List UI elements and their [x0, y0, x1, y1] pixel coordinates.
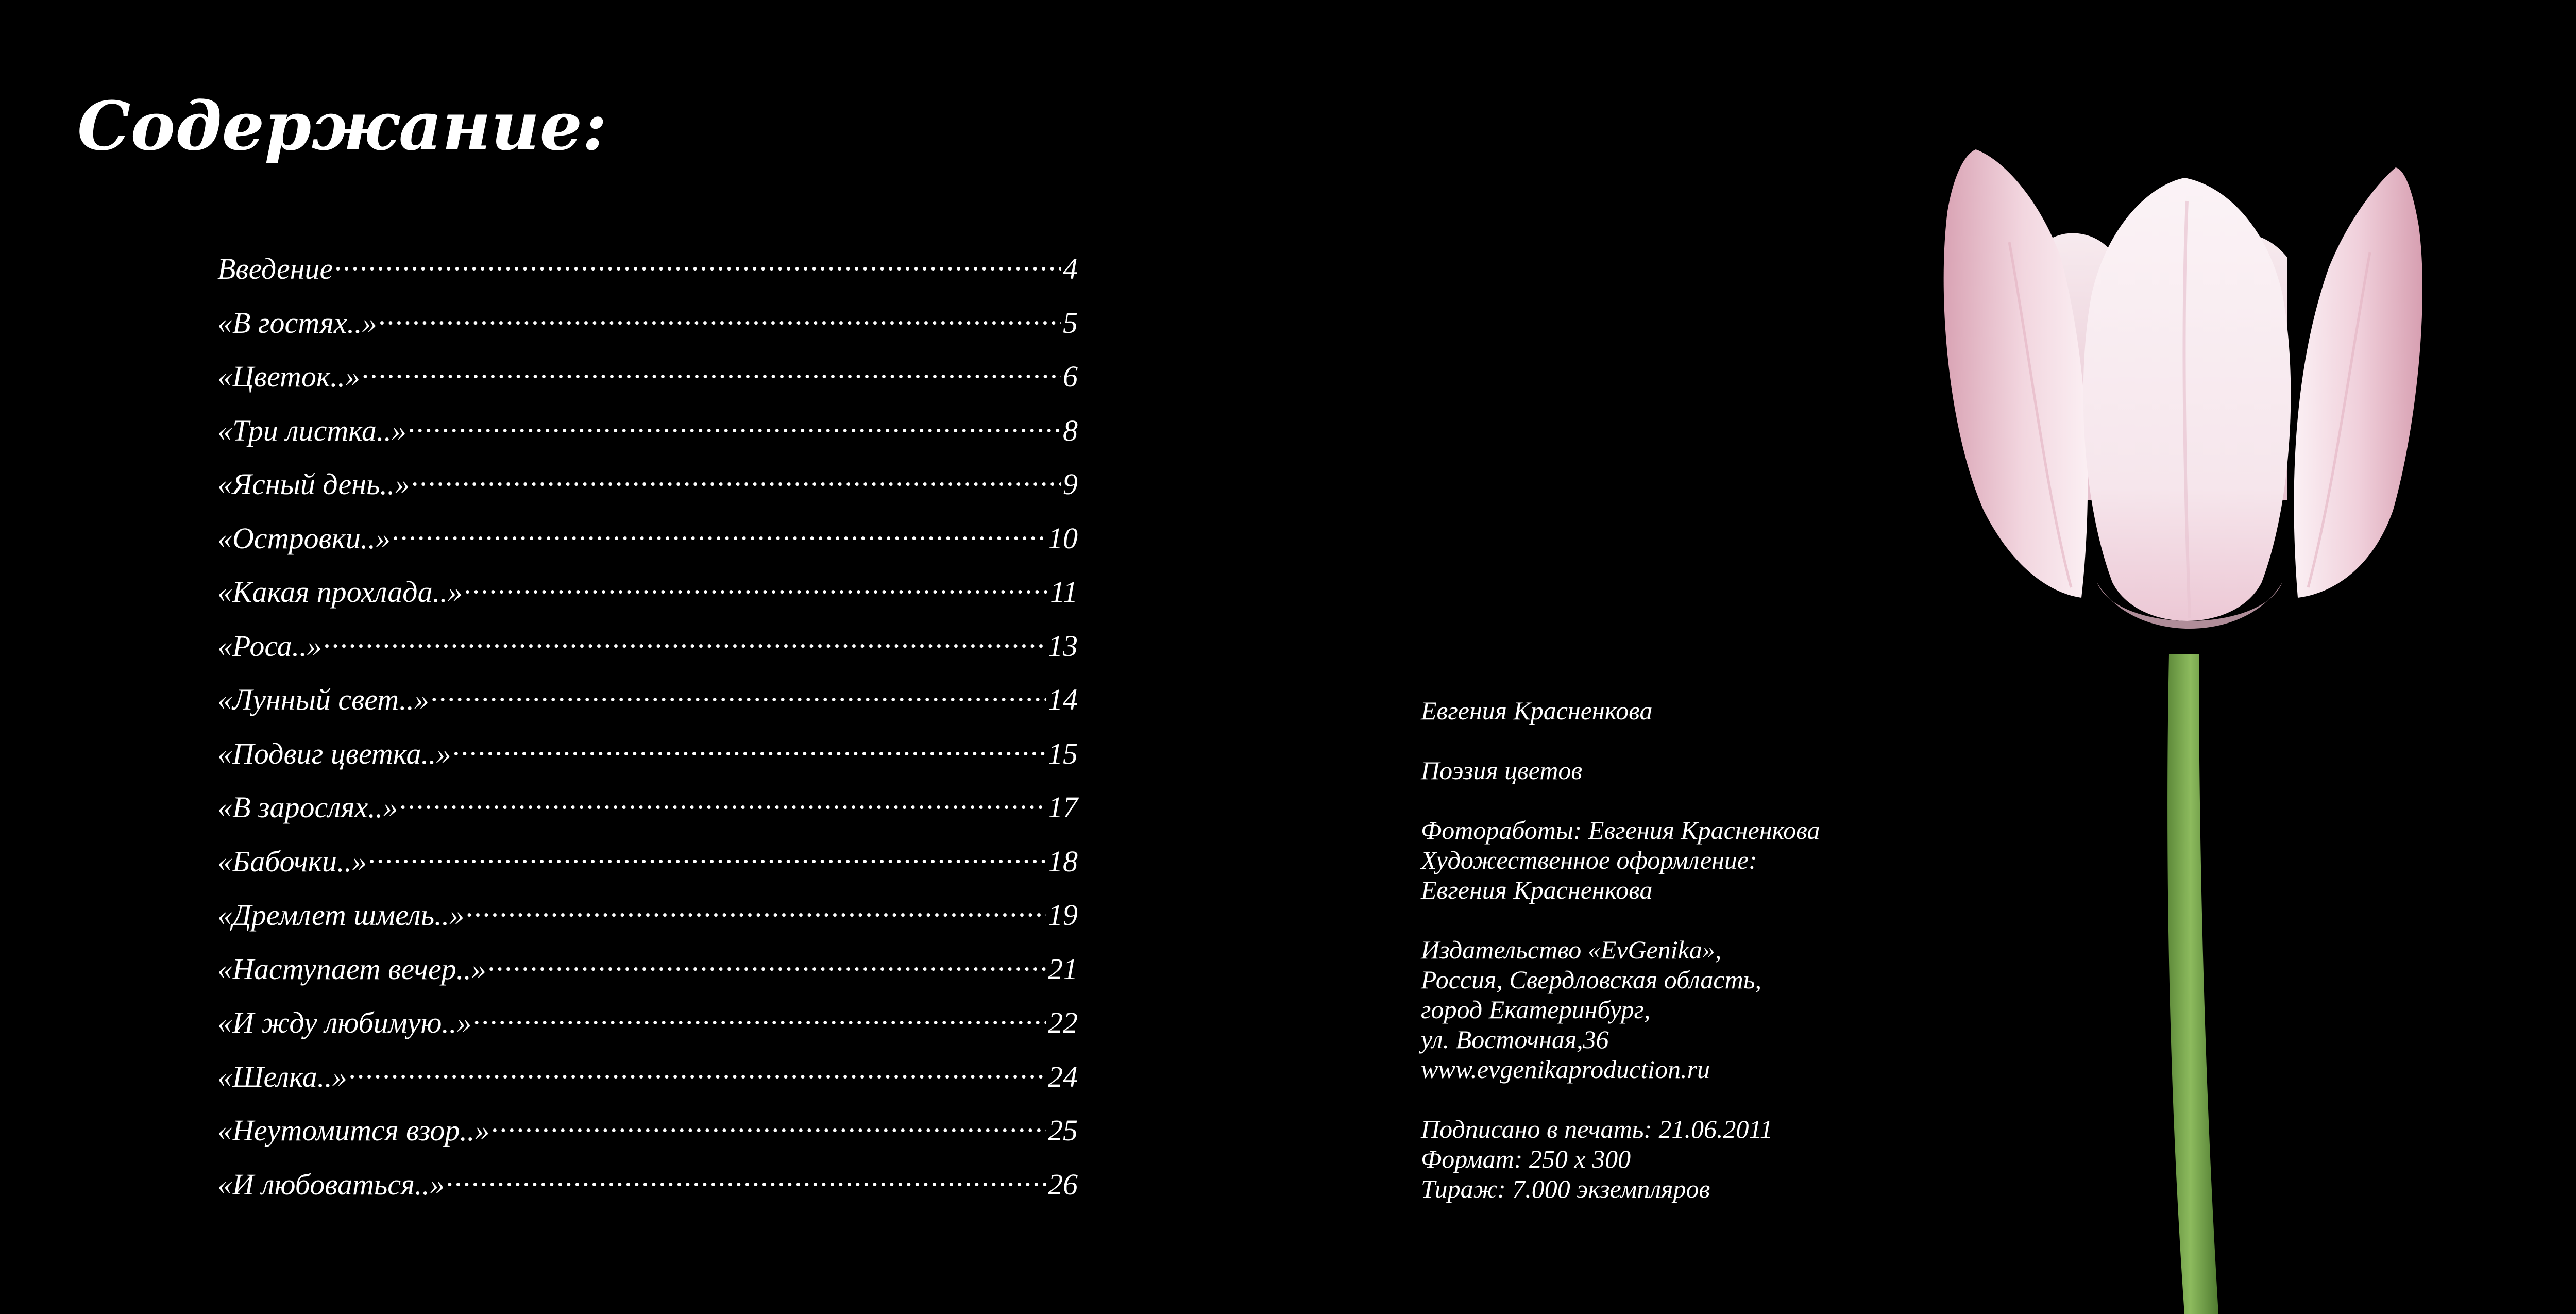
toc-entry-page-number: 15: [1048, 736, 1078, 770]
toc-entry-page-number: 13: [1048, 629, 1078, 663]
toc-entry-title: «Ясный день..»: [217, 467, 410, 501]
toc-dot-leader: [409, 411, 1061, 441]
toc-entry: [217, 242, 1078, 296]
toc-entry-page-number: 6: [1063, 360, 1078, 393]
toc-entry: [217, 727, 1078, 781]
toc-entry-page-number: 25: [1048, 1114, 1078, 1147]
toc-dot-leader: [447, 1165, 1046, 1194]
toc-entry-title: «Лунный свет..»: [217, 683, 429, 716]
toc-entry-title: «Бабочки..»: [217, 844, 367, 878]
toc-entry-page-number: 10: [1048, 521, 1078, 555]
toc-entry-title: «И любоваться..»: [217, 1167, 445, 1201]
toc-dot-leader: [362, 357, 1061, 386]
toc-entry: [217, 1158, 1078, 1212]
toc-entry: [217, 942, 1078, 997]
tulip-petal-right: [2294, 167, 2422, 598]
toc-entry-title: «Подвиг цветка..»: [217, 736, 451, 770]
toc-entry: [217, 350, 1078, 404]
imprint-publisher-block: [1421, 935, 1885, 1084]
toc-entry-page-number: 21: [1048, 952, 1078, 986]
imprint: [1421, 696, 1885, 1204]
toc-entry-page-number: 9: [1063, 467, 1078, 501]
toc-entry: [217, 458, 1078, 512]
toc-dot-leader: [379, 303, 1061, 333]
toc-dot-leader: [473, 1003, 1046, 1033]
tulip-stem: [2167, 654, 2218, 1314]
tulip-petal-left: [1944, 149, 2088, 598]
toc-entry-page-number: 4: [1063, 252, 1078, 285]
toc-entry-page-number: 22: [1048, 1006, 1078, 1039]
imprint-website: www.evgenikaproduction.ru: [1421, 1055, 1710, 1084]
imprint-credits-block: [1421, 815, 1885, 905]
toc-entry-title: «Неутомится взор..»: [217, 1114, 490, 1147]
imprint-print-run: Тираж: 7.000 экземпляров: [1421, 1174, 1710, 1203]
toc-dot-leader: [412, 464, 1061, 494]
toc-entry-title: «Наступает вечер..»: [217, 952, 486, 986]
toc-entry-page-number: 8: [1063, 413, 1078, 447]
toc-entry-title: «В гостях..»: [217, 306, 377, 340]
toc-dot-leader: [431, 680, 1046, 710]
imprint-title-block: [1421, 755, 1885, 785]
toc-entry-page-number: 18: [1048, 844, 1078, 878]
toc-dot-leader: [335, 249, 1061, 279]
toc-entry-title: «Три листка..»: [217, 413, 406, 447]
imprint-book-title: Поэзия цветов: [1421, 756, 1583, 785]
imprint-publisher-line: Россия, Свердловская область,: [1421, 965, 1761, 994]
imprint-publisher-line: город Екатеринбург,: [1421, 995, 1651, 1024]
toc-entry-title: «И жду любимую..»: [217, 1006, 472, 1039]
toc-entry-page-number: 14: [1048, 683, 1078, 716]
imprint-credit-line: Художественное оформление:: [1421, 846, 1757, 874]
toc-entry: [217, 781, 1078, 835]
toc-entry: [217, 404, 1078, 458]
imprint-author: Евгения Красненкова: [1421, 696, 1653, 725]
toc-entry-page-number: 5: [1063, 306, 1078, 340]
toc-entry: [217, 512, 1078, 566]
toc-entry-page-number: 19: [1048, 898, 1078, 932]
toc-entry: [217, 296, 1078, 350]
toc-entry: [217, 673, 1078, 727]
toc-dot-leader: [393, 518, 1046, 548]
toc-dot-leader: [453, 734, 1046, 764]
imprint-format: Формат: 250 x 300: [1421, 1144, 1631, 1173]
toc-dot-leader: [492, 1110, 1046, 1140]
toc-entry-title: «Островки..»: [217, 521, 391, 555]
toc-entry-title: «Дремлет шмель..»: [217, 898, 465, 932]
toc-list: [217, 242, 1078, 1211]
toc-entry-page-number: 11: [1050, 575, 1078, 609]
toc-entry-title: «Цветок..»: [217, 360, 361, 393]
toc-entry: [217, 996, 1078, 1050]
toc-entry-title: «Шелка..»: [217, 1059, 347, 1093]
imprint-print-date: Подписано в печать: 21.06.2011: [1421, 1115, 1773, 1143]
tulip-photo: [1927, 139, 2442, 1314]
toc-entry: [217, 1050, 1078, 1104]
toc-entry-title: «Роса..»: [217, 629, 322, 663]
imprint-credit-line: Евгения Красненкова: [1421, 875, 1653, 904]
toc-entry-page-number: 26: [1048, 1167, 1078, 1201]
toc-entry-page-number: 24: [1048, 1059, 1078, 1093]
toc-dot-leader: [466, 895, 1046, 925]
toc-entry: [217, 565, 1078, 619]
toc-entry-title: «В зарослях..»: [217, 790, 398, 824]
toc-dot-leader: [349, 1057, 1046, 1087]
toc-entry-page-number: 17: [1048, 790, 1078, 824]
toc-entry-title: Введение: [217, 252, 333, 285]
toc-dot-leader: [324, 626, 1046, 656]
imprint-publisher-line: Издательство «EvGenika»,: [1421, 935, 1722, 964]
toc-entry: [217, 888, 1078, 942]
imprint-credit-line: Фотоработы: Евгения Красненкова: [1421, 816, 1820, 845]
toc-dot-leader: [465, 572, 1048, 602]
toc-entry: [217, 619, 1078, 673]
toc-entry: [217, 835, 1078, 889]
toc-dot-leader: [369, 841, 1046, 871]
toc-dot-leader: [400, 787, 1046, 817]
toc-title: Содержание:: [77, 87, 607, 165]
imprint-author-block: [1421, 696, 1885, 726]
imprint-print-block: [1421, 1114, 1885, 1204]
toc-entry-title: «Какая прохлада..»: [217, 575, 463, 609]
imprint-publisher-line: ул. Восточная,36: [1421, 1025, 1609, 1054]
toc-dot-leader: [488, 949, 1046, 979]
toc-entry: [217, 1104, 1078, 1158]
